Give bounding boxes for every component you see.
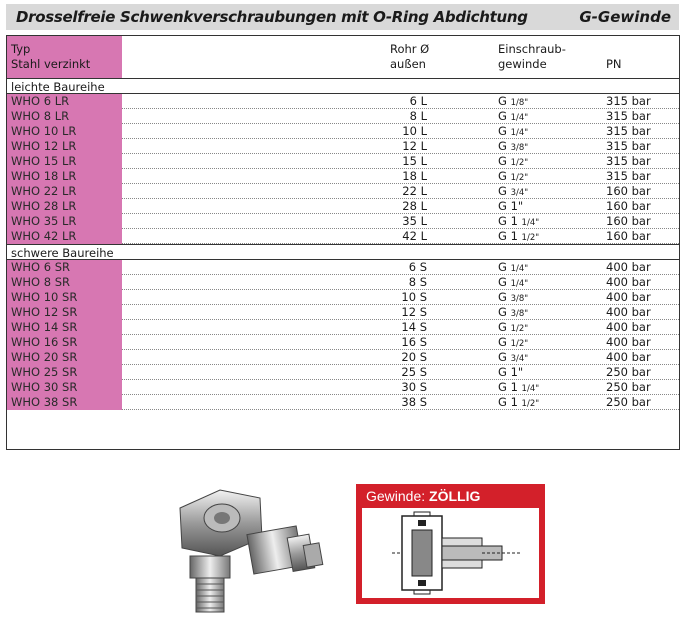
pressure: 160 bar xyxy=(606,229,651,243)
thread-fraction: 1/2" xyxy=(521,399,540,409)
table-row xyxy=(7,229,679,244)
thread-fraction: 1/2" xyxy=(510,173,529,183)
table-row xyxy=(7,184,679,199)
table-row xyxy=(7,260,679,275)
product-code: WHO 25 SR xyxy=(11,365,78,379)
pressure: 315 bar xyxy=(606,169,651,183)
table-row xyxy=(7,214,679,229)
pressure: 400 bar xyxy=(606,335,651,349)
pressure: 160 bar xyxy=(606,214,651,228)
section-label: schwere Baureihe xyxy=(11,246,114,260)
pressure: 250 bar xyxy=(606,365,651,379)
tube-od: 14 S xyxy=(401,320,427,334)
badge-value: ZÖLLIG xyxy=(429,488,481,504)
thread-fraction: 1/4" xyxy=(510,113,529,123)
col-gewinde-1: Einschraub- xyxy=(498,42,566,56)
thread-prefix: G xyxy=(498,184,511,198)
thread-fraction: 1/4" xyxy=(510,128,529,138)
thread-fraction: 1/4" xyxy=(521,218,540,228)
product-code: WHO 8 LR xyxy=(11,109,70,123)
thread-fraction: 3/4" xyxy=(510,188,529,198)
product-code: WHO 30 SR xyxy=(11,380,78,394)
pressure: 400 bar xyxy=(606,350,651,364)
thread-fraction: 1/4" xyxy=(510,279,529,289)
thread-badge xyxy=(356,484,545,604)
pressure: 315 bar xyxy=(606,124,651,138)
thread-cross-section-diagram xyxy=(362,508,539,598)
thread-fraction: 1/4" xyxy=(521,384,540,394)
table-row xyxy=(7,305,679,320)
thread-prefix: G 1" xyxy=(498,365,524,379)
pressure: 160 bar xyxy=(606,199,651,213)
tube-od: 10 L xyxy=(402,124,427,138)
tube-od: 12 S xyxy=(401,305,427,319)
tube-od: 38 S xyxy=(401,395,427,409)
thread-prefix: G xyxy=(498,305,511,319)
product-code: WHO 6 SR xyxy=(11,260,70,274)
tube-od: 10 S xyxy=(401,290,427,304)
product-code: WHO 18 LR xyxy=(11,169,77,183)
pressure: 250 bar xyxy=(606,380,651,394)
table-row xyxy=(7,320,679,335)
product-code: WHO 10 LR xyxy=(11,124,77,138)
swivel-fitting-photo xyxy=(150,478,330,618)
pressure: 400 bar xyxy=(606,275,651,289)
tube-od: 18 L xyxy=(402,169,427,183)
col-pn: PN xyxy=(606,57,622,71)
thread-prefix: G 1" xyxy=(498,199,524,213)
thread-fraction: 1/2" xyxy=(510,158,529,168)
pressure: 400 bar xyxy=(606,305,651,319)
col-typ: Typ xyxy=(11,42,31,56)
product-code: WHO 12 SR xyxy=(11,305,78,319)
product-table xyxy=(6,35,680,450)
pressure: 315 bar xyxy=(606,154,651,168)
col-rohr-2: außen xyxy=(390,57,426,71)
pressure: 160 bar xyxy=(606,184,651,198)
table-row xyxy=(7,109,679,124)
thread-prefix: G xyxy=(498,94,511,108)
thread-prefix: G 1 xyxy=(498,395,522,409)
pressure: 400 bar xyxy=(606,290,651,304)
thread-fraction: 1/4" xyxy=(510,264,529,274)
thread-prefix: G xyxy=(498,350,511,364)
table-row xyxy=(7,169,679,184)
col-rohr-1: Rohr Ø xyxy=(390,42,430,56)
badge-diagram-area xyxy=(362,508,539,598)
product-code: WHO 8 SR xyxy=(11,275,70,289)
tube-od: 8 L xyxy=(409,109,427,123)
table-row xyxy=(7,139,679,154)
thread-fraction: 1/2" xyxy=(510,324,529,334)
thread-prefix: G xyxy=(498,260,511,274)
table-row xyxy=(7,124,679,139)
product-code: WHO 20 SR xyxy=(11,350,78,364)
product-code: WHO 22 LR xyxy=(11,184,77,198)
col-material: Stahl verzinkt xyxy=(11,57,91,71)
thread-prefix: G xyxy=(498,139,511,153)
tube-od: 42 L xyxy=(402,229,427,243)
product-code: WHO 15 LR xyxy=(11,154,77,168)
table-row xyxy=(7,365,679,380)
table-row xyxy=(7,199,679,214)
pressure: 400 bar xyxy=(606,320,651,334)
product-code: WHO 10 SR xyxy=(11,290,78,304)
tube-od: 16 S xyxy=(401,335,427,349)
thread-size xyxy=(498,395,539,412)
badge-label xyxy=(366,488,480,504)
tube-od: 35 L xyxy=(402,214,427,228)
thread-fraction: 1/2" xyxy=(510,339,529,349)
pressure: 315 bar xyxy=(606,109,651,123)
thread-prefix: G 1 xyxy=(498,380,522,394)
badge-prefix: Gewinde: xyxy=(366,488,430,504)
thread-prefix: G xyxy=(498,124,511,138)
tube-od: 12 L xyxy=(402,139,427,153)
product-code: WHO 42 LR xyxy=(11,229,77,243)
thread-prefix: G 1 xyxy=(498,229,522,243)
thread-fraction: 1/2" xyxy=(521,233,540,243)
tube-od: 8 S xyxy=(408,275,427,289)
tube-od: 25 S xyxy=(401,365,427,379)
thread-prefix: G xyxy=(498,335,511,349)
product-code: WHO 12 LR xyxy=(11,139,77,153)
product-code: WHO 28 LR xyxy=(11,199,77,213)
table-row xyxy=(7,275,679,290)
thread-prefix: G xyxy=(498,290,511,304)
thread-prefix: G xyxy=(498,169,511,183)
table-row xyxy=(7,380,679,395)
thread-fraction: 3/4" xyxy=(510,354,529,364)
thread-prefix: G xyxy=(498,275,511,289)
tube-od: 22 L xyxy=(402,184,427,198)
pressure: 315 bar xyxy=(606,139,651,153)
thread-prefix: G xyxy=(498,109,511,123)
table-row xyxy=(7,395,679,410)
product-code: WHO 38 SR xyxy=(11,395,78,409)
thread-fraction: 3/8" xyxy=(510,143,529,153)
tube-od: 15 L xyxy=(402,154,427,168)
section-header xyxy=(7,244,679,260)
col-gewinde-2: gewinde xyxy=(498,57,547,71)
thread-fraction: 3/8" xyxy=(510,294,529,304)
table-row xyxy=(7,350,679,365)
tube-od: 28 L xyxy=(402,199,427,213)
product-code: WHO 35 LR xyxy=(11,214,77,228)
title-bar xyxy=(6,4,679,30)
section-label: leichte Baureihe xyxy=(11,80,105,94)
table-row xyxy=(7,335,679,350)
tube-od: 20 S xyxy=(401,350,427,364)
thread-prefix: G 1 xyxy=(498,214,522,228)
table-row xyxy=(7,154,679,169)
product-code: WHO 14 SR xyxy=(11,320,78,334)
thread-fraction: 3/8" xyxy=(510,309,529,319)
product-code: WHO 6 LR xyxy=(11,94,70,108)
thread-prefix: G xyxy=(498,154,511,168)
page-title: Drosselfreie Schwenkverschraubungen mit O-Ring Abdichtung xyxy=(16,8,528,26)
pressure: 400 bar xyxy=(606,260,651,274)
pressure: 250 bar xyxy=(606,395,651,409)
table-row xyxy=(7,94,679,109)
tube-od: 30 S xyxy=(401,380,427,394)
table-row xyxy=(7,290,679,305)
section-header xyxy=(7,78,679,94)
thread-fraction: 1/8" xyxy=(510,98,529,108)
thread-prefix: G xyxy=(498,320,511,334)
tube-od: 6 L xyxy=(409,94,427,108)
thread-type-label: G-Gewinde xyxy=(579,8,671,26)
product-code: WHO 16 SR xyxy=(11,335,78,349)
pressure: 315 bar xyxy=(606,94,651,108)
tube-od: 6 S xyxy=(408,260,427,274)
